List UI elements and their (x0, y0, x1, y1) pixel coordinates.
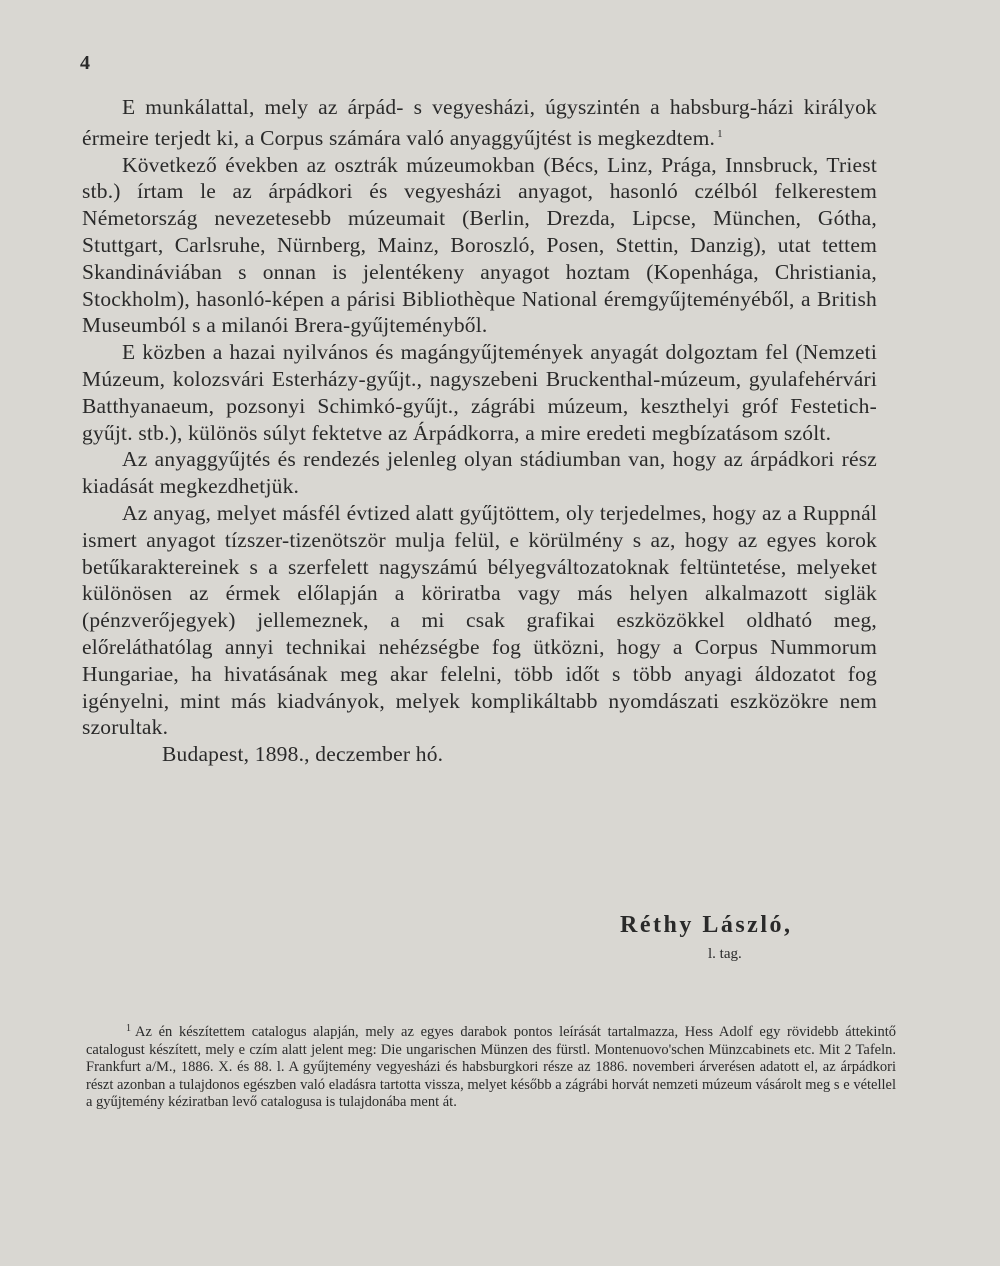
paragraph-5: Az anyag, melyet másfél évtized alatt gyűjtöttem, oly terjedelmes, hogy az a Ruppnál ismert anyagot tízszer-tizenötször mulja felül, e körülmény s az, hogy az egyes korok betűkaraktereinek s a szerfelett nagyszámú bélyegváltozatoknak feltüntetése, melyeket különösen az érmek előlapján a köriratba vagy más helyen alkalmazott sigläk (pénzverőjegyek) jellemeznek, a mi csak grafikai eszközökkel oldható meg, előreláthatólag annyi technikai nehézségbe fog ütközni, hogy a Corpus Nummorum Hungariae, ha hivatásának meg akar felelni, több időt s több anyagi áldozatot fog igényelni, mint más kiadványok, melyek komplikáltabb nyomdászati eszközökre nem szorultak. (82, 500, 877, 740)
footnote-reference: 1 (717, 127, 723, 140)
paragraph-2: Következő években az osztrák múzeumokban (Bécs, Linz, Prága, Innsbruck, Triest stb.) írtam le az árpádkori és vegyesházi anyagot, hasonló czélból felkerestem Németország nevezetesebb múzeumait (Berlin, Drezda, Lipcse, München, Gótha, Stuttgart, Carlsruhe, Nürnberg, Mainz, Boroszló, Posen, Stettin, Danzig), utat tettem Skandináviában s onnan is jelentékeny anyagot hoztam (Kopenhága, Christiania, Stockholm), hasonló-képen a párisi Bibliothèque National éremgyűjteményéből, a British Museumból s a milanói Brera-gyűjteményből. (82, 152, 877, 338)
signature-title: l. tag. (708, 946, 742, 962)
paragraph-1 (82, 94, 877, 152)
footnote-marker: 1 (126, 1023, 131, 1034)
main-text (82, 94, 877, 768)
paragraph-3: E közben a hazai nyilvános és magángyűjtemények anyagát dolgoztam fel (Nemzeti Múzeum, kolozsvári Esterházy-gyűjt., nagyszebeni Bruckenthal-múzeum, gyulafehérvári Batthyanaeum, pozsonyi Schimkó-gyűjt., zágrábi múzeum, keszthelyi gróf Festetich-gyűjt. stb.), különös súlyt fektetve az Árpádkorra, a mire eredeti megbízatásom szólt. (82, 340, 877, 445)
footnote-text: Az én készítettem catalogus alapján, mely az egyes darabok pontos leírását tartalmazza, Hess Adolf egy rövidebb áttekintő catalogust készített, mely e czím alatt jelent meg: Die ungarischen Münzen des fürstl. Montenuovo'schen Münzcabinets etc. Mit 2 Tafeln. Frankfurt a/M., 1886. X. és 88. l. A gyűjtemény vegyesházi és habsburgkori része az 1886. novemberi árverésen adatott el, az árpádkori részt azonban a tulajdonos egészben való eladásra tartotta vissza, melyet később a zágrábi horvát nemzeti múzeum vásárolt meg s e vétellel a gyűjtemény kéziratban levő catalogusa is tulajdonába ment át. (86, 1024, 896, 1111)
signature-name: Réthy László, (620, 912, 793, 938)
page-number: 4 (80, 52, 90, 74)
date-line: Budapest, 1898., deczember hó. (162, 742, 444, 767)
footnote (86, 1020, 896, 1112)
paragraph-1-text: E munkálattal, mely az árpád- s vegyesházi, úgyszintén a habsburg-házi királyok érmeire terjedt ki, a Corpus számára való anyaggyűjtést is megkezdtem. (82, 95, 877, 150)
paragraph-4: Az anyaggyűjtés és rendezés jelenleg olyan stádiumban van, hogy az árpádkori rész kiadását megkezdhetjük. (82, 447, 877, 499)
footnote-paragraph (86, 1020, 896, 1112)
